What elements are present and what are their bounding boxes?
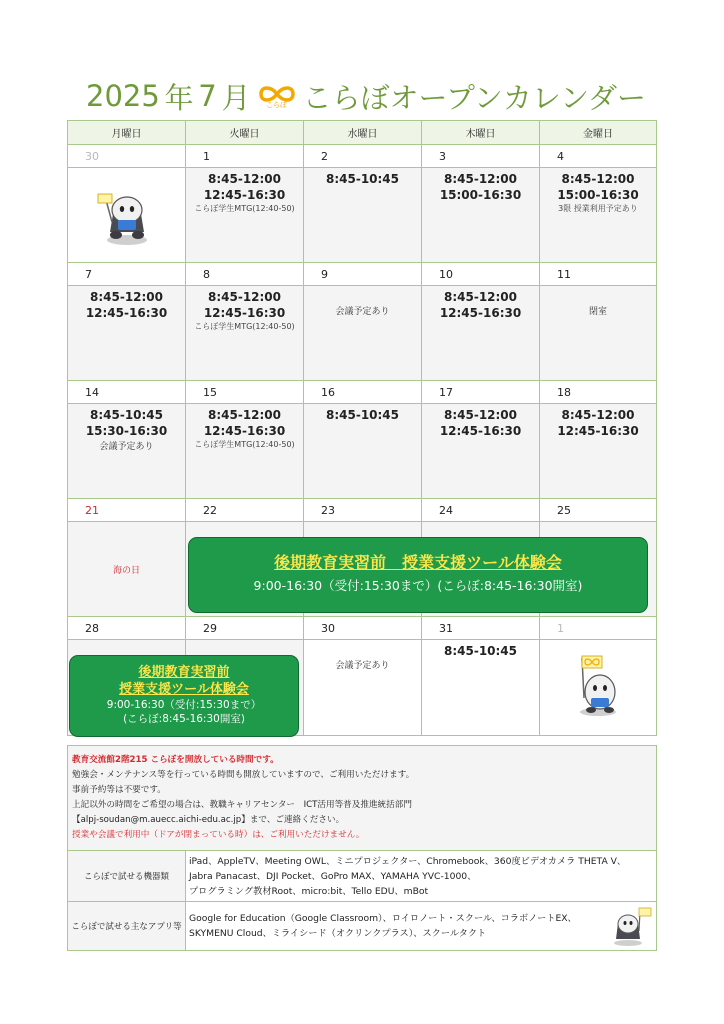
date-cell: 9: [304, 263, 422, 286]
day-cell: [304, 168, 422, 263]
banner-title-line1: 後期教育実習前: [138, 665, 230, 680]
day-cell: [540, 168, 657, 263]
open-hours: 8:45-10:45: [443, 644, 518, 658]
calendar-grid: [67, 120, 657, 736]
info-contact: 【alpj-soudan@m.auecc.aichi-edu.ac.jp】まで、ご連絡ください。: [72, 815, 345, 825]
day-cell: [422, 286, 540, 381]
open-hours: 8:45-12:00 12:45-16:30: [203, 172, 286, 202]
day-cell: [186, 168, 304, 263]
weekday-thu: 木曜日: [422, 121, 540, 145]
day-cell: [540, 286, 657, 381]
mascot-flag-icon: [570, 652, 626, 718]
open-hours: 8:45-10:45: [325, 172, 400, 186]
weekday-tue: 火曜日: [186, 121, 304, 145]
week-5-dates: [68, 617, 657, 640]
banner-subtitle: 9:00-16:30（受付:15:30まで）(こらぼ:8:45-16:30開室): [253, 578, 583, 593]
weekday-mon: 月曜日: [68, 121, 186, 145]
date-cell: 4: [540, 145, 657, 168]
date-cell: 24: [422, 499, 540, 522]
open-hours: 8:45-12:00 12:45-16:30: [203, 290, 286, 320]
open-hours: 8:45-12:00 15:00-16:30: [439, 172, 522, 202]
date-cell-holiday: 21: [68, 499, 186, 522]
day-cell: [186, 286, 304, 381]
banner-subtitle-line1: 9:00-16:30（受付:15:30まで）: [106, 699, 262, 711]
apps-list: Google for Education（Google Classroom）、ロイロノート・スクール、コラボノートEX、 SKYMENU Cloud、ミライシード（オクリンクプラス）、スクールタクト: [186, 902, 657, 951]
date-cell: 2: [304, 145, 422, 168]
korabo-logo: [257, 84, 297, 109]
info-line: 事前予約等は不要です。: [72, 785, 166, 795]
day-cell: [186, 404, 304, 499]
week-3-dates: [68, 381, 657, 404]
date-cell: 3: [422, 145, 540, 168]
date-cell: 30: [304, 617, 422, 640]
date-cell: 16: [304, 381, 422, 404]
apps-label: こらぼで試せる主なアプリ等: [68, 902, 186, 951]
meeting-note: こらぼ学生MTG(12:40-50): [194, 322, 295, 331]
banner-title: 後期教育実習前 授業支援ツール体験会: [274, 553, 562, 572]
open-hours: 8:45-12:00 12:45-16:30: [203, 408, 286, 438]
title-name: こらぼオープンカレンダー: [302, 80, 647, 115]
day-cell: [68, 168, 186, 263]
date-cell: 1: [186, 145, 304, 168]
open-hours: 8:45-12:00 12:45-16:30: [439, 408, 522, 438]
day-cell: [304, 640, 422, 736]
open-hours: 8:45-12:00 12:45-16:30: [557, 408, 639, 438]
date-cell: 22: [186, 499, 304, 522]
workshop-banner-small: [69, 655, 299, 737]
weekday-header-row: [68, 121, 657, 145]
date-cell: 30: [68, 145, 186, 168]
title-year-unit: 年: [164, 80, 194, 115]
meeting-planned-note: 会議予定あり: [335, 661, 390, 671]
date-cell: 7: [68, 263, 186, 286]
meeting-note: こらぼ学生MTG(12:40-50): [194, 204, 295, 213]
holiday-label: 海の日: [112, 565, 140, 576]
info-block: [68, 746, 657, 851]
day-cell: [68, 404, 186, 499]
day-cell: [540, 404, 657, 499]
day-cell: [422, 404, 540, 499]
open-hours: 8:45-12:00 12:45-16:30: [85, 290, 168, 320]
info-line: 勉強会・メンテナンス等を行っている時間も開放していますので、ご利用いただけます。: [72, 770, 415, 780]
date-cell: 18: [540, 381, 657, 404]
week-1-schedule: [68, 168, 657, 263]
banner-title-line2: 授業支援ツール体験会: [119, 682, 249, 697]
date-cell: 15: [186, 381, 304, 404]
closed-note: 閉室: [588, 307, 607, 317]
meeting-planned-note: 会議予定あり: [335, 307, 390, 317]
date-cell: 1: [540, 617, 657, 640]
info-warning: 授業や会議で利用中（ドアが閉まっている時）は、ご利用いただけません。: [72, 830, 365, 840]
day-cell: [68, 522, 186, 617]
day-cell: [422, 640, 540, 736]
date-cell: 11: [540, 263, 657, 286]
open-hours: 8:45-12:00 15:00-16:30: [557, 172, 639, 202]
date-cell: 17: [422, 381, 540, 404]
logo-caption: こらぼ: [266, 100, 287, 109]
date-cell: 8: [186, 263, 304, 286]
mascot-icon: [92, 180, 162, 250]
day-cell: [304, 286, 422, 381]
apps-row: [68, 902, 657, 951]
open-hours: 8:45-10:45 15:30-16:30: [85, 408, 168, 438]
date-cell: 25: [540, 499, 657, 522]
date-cell: 10: [422, 263, 540, 286]
page-title: [86, 76, 646, 116]
open-hours: 8:45-12:00 12:45-16:30: [439, 290, 522, 320]
week-3-schedule: [68, 404, 657, 499]
day-cell: [422, 168, 540, 263]
devices-list: iPad、AppleTV、Meeting OWL、ミニプロジェクター、Chromebook、360度ビデオカメラ THETA V、 Jabra Panacast、DJI Pocket、GoPro MAX、YAMAHA YVC-1000、 プログラミング教材Root、micro:bit、Tello EDU、mBot: [186, 851, 657, 902]
weekday-fri: 金曜日: [540, 121, 657, 145]
week-2-schedule: [68, 286, 657, 381]
banner-subtitle-line2: (こらぼ:8:45-16:30開室): [123, 713, 245, 725]
week-2-dates: [68, 263, 657, 286]
class-note: 3限 授業利用予定あり: [558, 204, 638, 213]
devices-row: [68, 851, 657, 902]
info-row: [68, 746, 657, 851]
open-hours: 8:45-10:45: [325, 408, 400, 422]
date-cell: 28: [68, 617, 186, 640]
weekday-wed: 水曜日: [304, 121, 422, 145]
meeting-planned-note: 会議予定あり: [99, 442, 154, 452]
week-1-dates: [68, 145, 657, 168]
date-cell: 29: [186, 617, 304, 640]
info-table: [67, 745, 657, 951]
title-year: 2025: [86, 79, 160, 113]
day-cell: [304, 404, 422, 499]
date-cell: 14: [68, 381, 186, 404]
day-cell: [68, 286, 186, 381]
meeting-note: こらぼ学生MTG(12:40-50): [194, 440, 295, 449]
title-month: 7: [198, 79, 217, 113]
mascot-small-icon: [606, 905, 652, 947]
devices-label: こらぼで試せる機器類: [68, 851, 186, 902]
day-cell: [540, 640, 657, 736]
title-month-unit: 月: [221, 80, 251, 115]
info-headline: 教育交流館2階215 こらぼを開放している時間です。: [72, 755, 279, 765]
workshop-banner-wide: [188, 537, 648, 613]
info-line: 上記以外の時間をご希望の場合は、教職キャリアセンター ICT活用等普及推進統括部門: [72, 800, 412, 810]
week-4-dates: [68, 499, 657, 522]
date-cell: 31: [422, 617, 540, 640]
date-cell: 23: [304, 499, 422, 522]
